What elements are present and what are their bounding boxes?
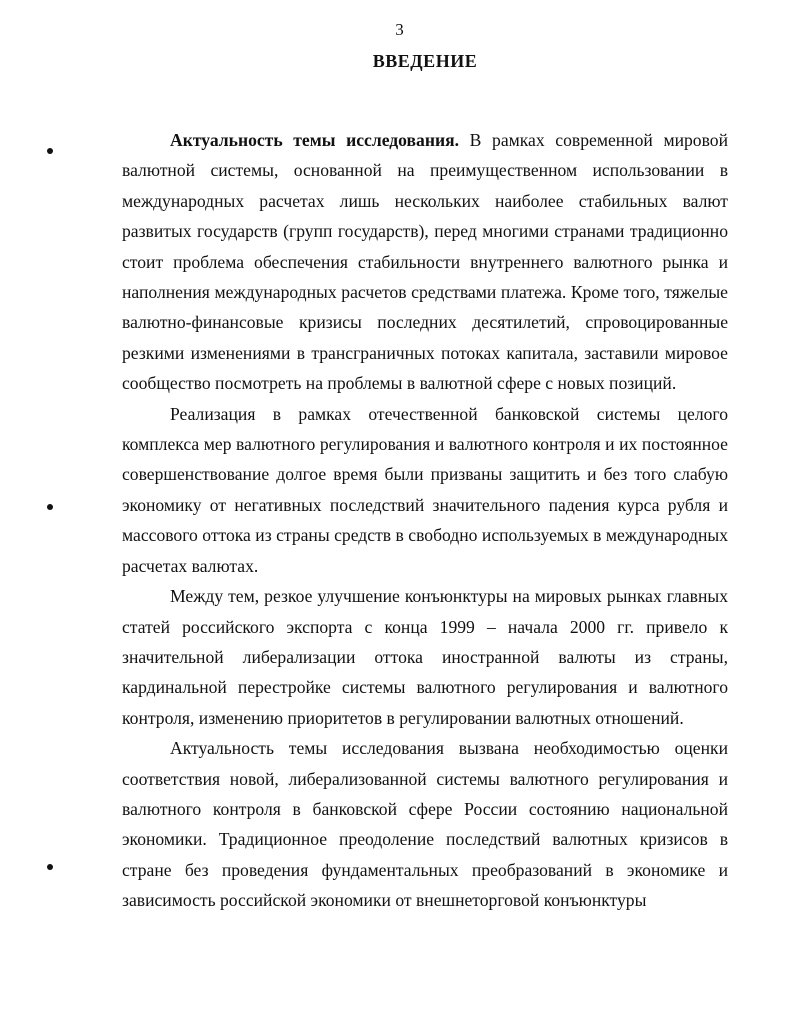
paragraph-1-text: В рамках современной мировой валютной системы, основанной на преимущественном использовании в международных расчетах лишь нескольких наиболее стабильных валют развитых государств (групп государств), перед многими странами традиционно стоит проблема обеспечения стабильности внутреннего валютного рынка и наполнения международных расчетов средствами платежа. Кроме того, тяжелые валютно-финансовые кризисы последних десятилетий, спровоцированные резкими изменениями в трансграничных потоках капитала, заставили мировое сообщество посмотреть на проблемы в валютной сфере с новых позиций. (122, 130, 728, 394)
paragraph-2: Реализация в рамках отечественной банковской системы целого комплекса мер валютного регулирования и валютного контроля и их постоянное совершенствование долгое время были призваны защитить и без того слабую экономику от негативных последствий значительного падения курса рубля и массового оттока из страны средств в свободно используемых в международных расчетах валютах. (122, 403, 728, 576)
paragraph-1 (122, 125, 728, 399)
page-title: ВВЕДЕНИЕ (372, 51, 478, 71)
page-number: 3 (395, 20, 404, 39)
margin-dot (47, 504, 53, 510)
paragraph-4: Актуальность темы исследования вызвана необходимостью оценки соответствия новой, либерализованной системы валютного регулирования и валютного контроля в банковской сфере России состоянию национальной экономики. Традиционное преодоление последствий валютных кризисов в стране без проведения фундаментальных преобразований в экономике и зависимость российской экономики от внешнеторговой конъюнктуры (122, 738, 728, 911)
document-body (122, 125, 728, 916)
paragraph-3: Между тем, резкое улучшение конъюнктуры на мировых рынках главных статей российского экспорта с конца 1999 – начала 2000 гг. привело к значительной либерализации оттока иностранной валюты из страны, кардинальной перестройке системы валютного регулирования и валютного контроля, изменению приоритетов в регулировании валютных отношений. (122, 586, 728, 728)
paragraph-1-lead: Актуальность темы исследования. (170, 130, 460, 150)
margin-dot (47, 148, 53, 154)
margin-dot (47, 864, 53, 870)
